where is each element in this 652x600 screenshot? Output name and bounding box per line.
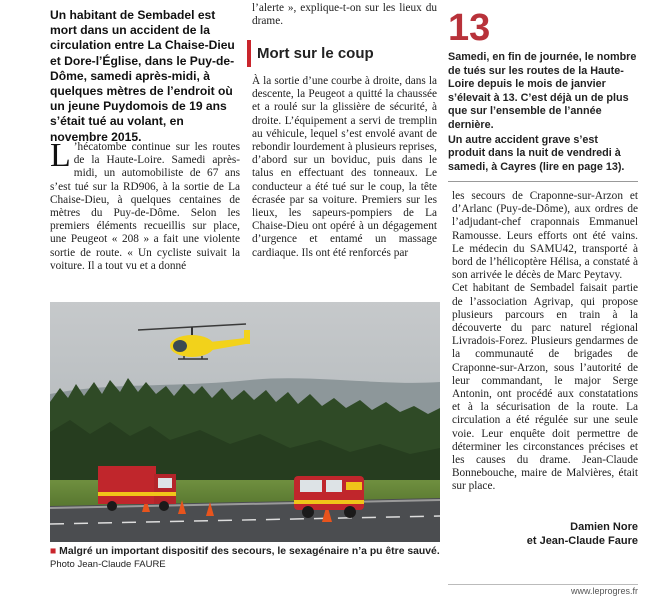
photo-caption — [50, 545, 440, 571]
footer-website: www.leprogres.fr — [570, 586, 638, 596]
photo-credit: Photo Jean-Claude FAURE — [50, 559, 166, 570]
stat-text-2: Un autre accident grave s’est produit dans la nuit de vendredi à samedi, à Cayres (lire en page 13). — [448, 133, 625, 173]
author-byline — [452, 520, 638, 548]
column-2-text: À la sortie d’une courbe à droite, dans la descente, la Peugeot a quitté la chaussée et a roulé sur la glissière de sécurité, à droite. L’équipement a servi de tremplin au véhicule, lequel s’est envolé avant de rebondir lourdement à plusieurs reprises, d’abord sur un boviduc, puis dans le talus en effectuant des tonneaux. Le conducteur a été tué sur le coup, la tête écrasée par sa voiture. Premiers sur les lieux, les sapeurs-pompiers de La Chaise-Dieu ont opéré à un dégagement d’urgence et entamé un massage cardiaque. Ils ont été renforcés par — [252, 75, 437, 259]
photo-illustration — [50, 302, 440, 542]
caption-bullet: ■ — [50, 546, 57, 557]
article-column-1 — [50, 137, 240, 273]
article-column-3 — [452, 190, 638, 494]
column-3-paragraph-2: Cet habitant de Sembadel faisait partie de l’association Agrivap, qui propose plusieurs parcours en train à la découverte du parc naturel régional Livradois-Forez. Plusieurs gendarmes de la communauté de brigades de Craponne-sur-Arzon, sous l’autorité de leur commandant, le major Serge Antonin, ont procédé aux constatations et à la sécurisation de la route. La circulation a été régulée sur une seule voie. Leur enquête doit permettre de déterminer les circonstances précises et les causes du drame. Jean-Claude Bonnebouche, maire de Malvières, était sur place. — [452, 282, 638, 493]
drop-cap: L — [50, 137, 71, 174]
column-2-continuation: l’alerte », explique-t-on sur les lieux du drame. — [252, 2, 437, 28]
accident-photo — [50, 302, 440, 542]
column-1-text: ’hécatombe continue sur les routes de la Haute-Loire. Samedi après-midi, un automobiliste de 67 ans s’est tué sur la RD906, à la sortie de La Chaise-Dieu, à quelques centaines de mètres du Puy-de-Dôme. Selon les premiers éléments recueillis sur place, une Peugeot « 208 » a fait une violente sortie de route. « Un cycliste suivait la voiture. Il a tout vu et a donné — [50, 141, 240, 272]
stat-text-1: Samedi, en fin de journée, le nombre de tués sur les routes de la Haute-Loire depuis le mois de janvier s’élevait à 13. C’est déjà un de plus que sur l’ensemble de l’année dernière. — [448, 51, 637, 131]
subheading: Mort sur le coup — [247, 40, 437, 67]
caption-text: Malgré un important dispositif des secours, le sexagénaire n’a pu être sauvé. — [59, 546, 440, 557]
divider — [448, 181, 638, 182]
author-line-2: et Jean-Claude Faure — [526, 535, 638, 547]
column-3-paragraph-1: les secours de Craponne-sur-Arzon et d’Arlanc (Puy-de-Dôme), aux ordres de l’adjudant-chef craponnais Emmanuel Ramousse. Leurs efforts ont été vains. Le médecin du SAMU42, transporté à bord de l’hélicoptère Hélisa, a constaté à son arrivée le décès de Marc Peytavy. — [452, 190, 638, 282]
stat-number: 13 — [448, 7, 491, 49]
article-lead — [50, 8, 240, 144]
stat-box — [448, 8, 638, 174]
footer-divider — [448, 584, 638, 585]
lead-text: Un habitant de Sembadel est mort dans un accident de la circulation entre La Chaise-Dieu et Dore-l’Église, dans le Puy-de-Dôme, samedi après-midi, à quelques mètres de l’endroit où un jeune Puydomois de 19 ans s’était tué au volant, en novembre 2015. — [50, 8, 235, 144]
author-line-1: Damien Nore — [570, 521, 638, 533]
